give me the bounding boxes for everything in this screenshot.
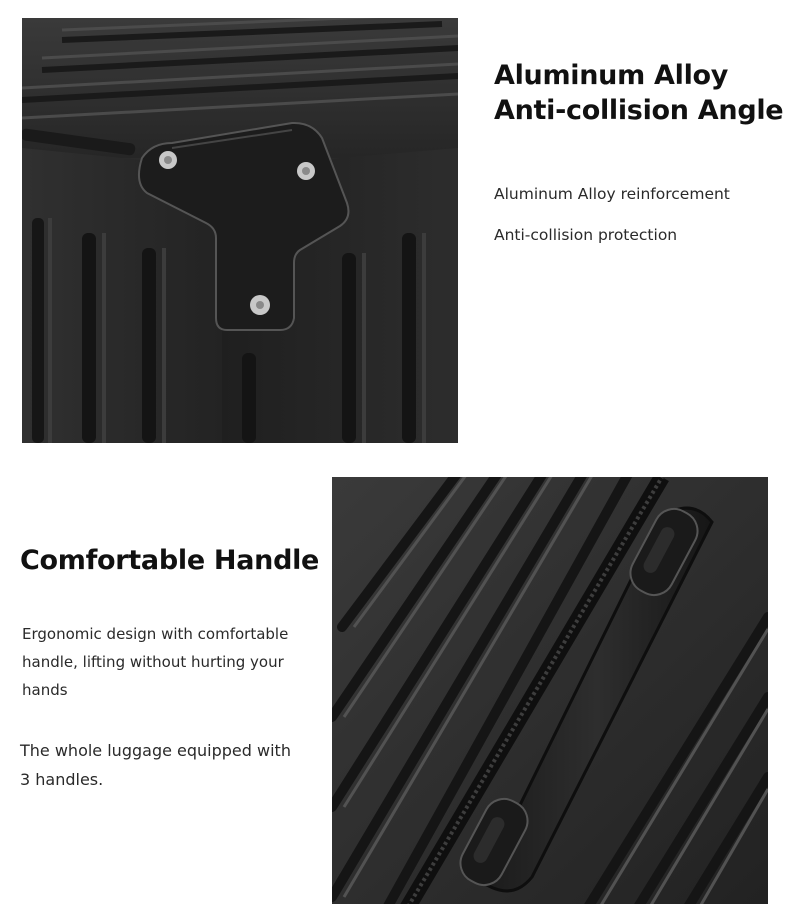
heading-line-2: Anti-collision Angle — [494, 95, 784, 126]
section-1-heading — [494, 58, 783, 128]
feature-aluminum-reinforcement: Aluminum Alloy reinforcement — [494, 185, 730, 203]
heading-line-1: Aluminum Alloy — [494, 60, 729, 91]
handle-description: Ergonomic design with comfortable handle, lifting without hurting your hands — [22, 625, 289, 699]
handle-count-note: The whole luggage equipped with 3 handles. — [20, 741, 291, 789]
corner-protector-photo — [22, 18, 458, 443]
feature-anti-collision: Anti-collision protection — [494, 226, 678, 244]
section-2-heading: Comfortable Handle — [20, 545, 320, 576]
handle-photo — [332, 477, 768, 904]
